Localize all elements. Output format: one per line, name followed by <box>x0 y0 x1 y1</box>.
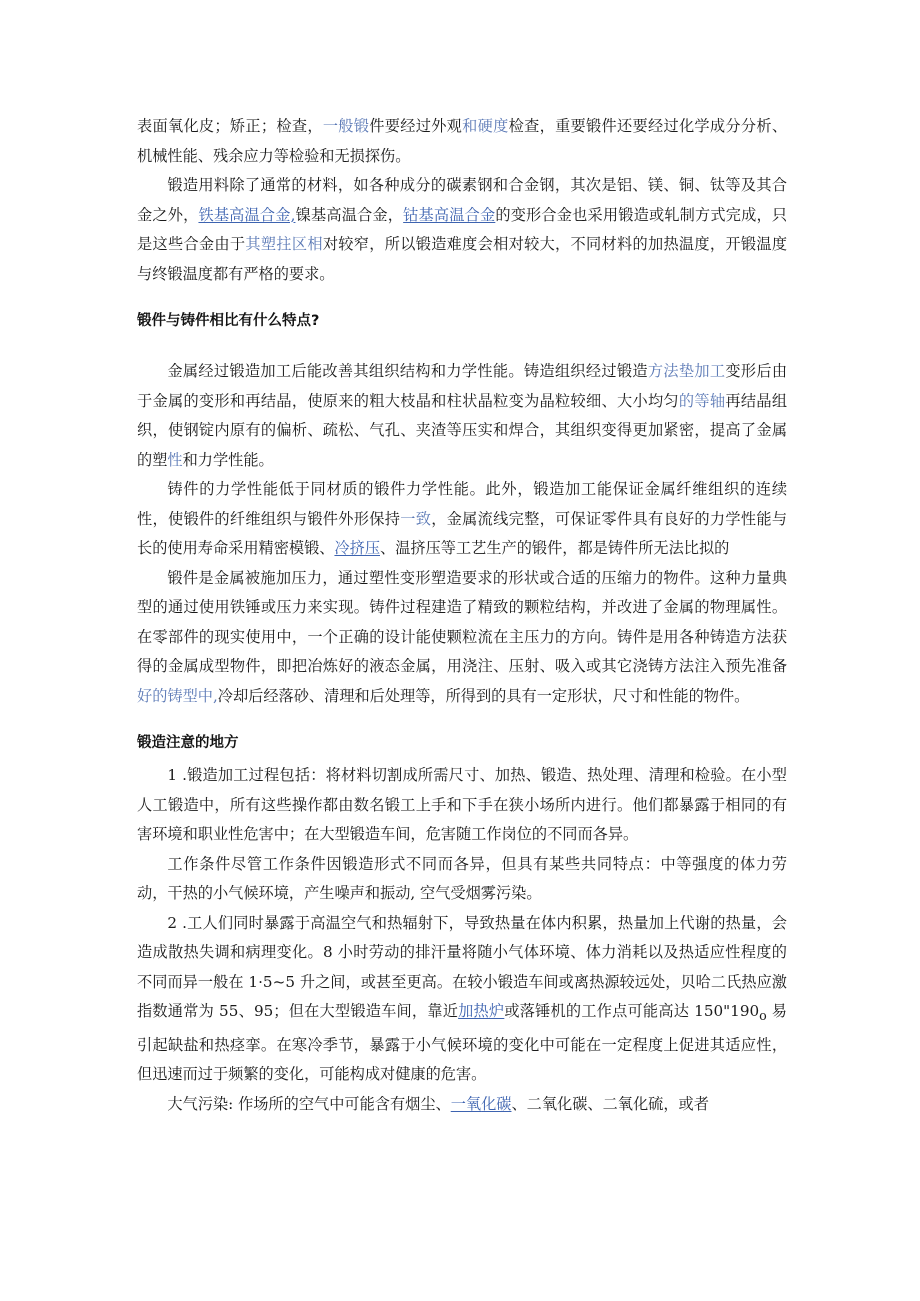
text-run: 再结晶组织，使钢锭内原有的偏析、疏松、气孔、夹渣等压实和焊合，其组织变得更加紧密，提高了金属的塑 <box>137 391 788 469</box>
paragraph-casting-properties <box>137 475 787 564</box>
link-cobalt-superalloy[interactable]: 钴基高温合金 <box>403 205 496 224</box>
highlight-text: 方法垫加工 <box>647 362 726 380</box>
paragraph-surface-inspection <box>137 112 787 171</box>
paragraph-working-conditions: 工作条件尽管工作条件因锻造形式不同而各异，但具有某些共同特点：中等强度的体力劳动，干热的小气候环境，产生噪声和振动, 空气受烟雾污染。 <box>137 854 787 902</box>
paragraph-forging-materials <box>137 171 787 289</box>
highlight-text: 其塑拄区相 <box>245 235 323 253</box>
text-run: ，金属流线完整，可保证零件具有良好的力学性能与长的使用寿命采用精密模锻、 <box>137 509 788 557</box>
subscript-text: o <box>759 1008 767 1024</box>
heading-forging-vs-casting: 锻件与铸件相比有什么特点? <box>137 313 320 329</box>
paragraph-forging-definition <box>137 564 787 712</box>
text-run: 镍基高温合金， <box>295 205 404 224</box>
text-run: 对较窄，所以锻造难度会相对较大，不同材料的加热温度，开锻温度与终锻温度都有严格的要求。 <box>137 235 788 283</box>
text-run: 锻件是金属被施加压力，通过塑性变形塑造要求的形状或合适的压缩力的物件。这种力量典型的通过使用铁锤或压力来实现。铸件过程建造了精致的颗粒结构，并改进了金属的物理属性。在零部件的现实使用中，一个正确的设计能使颗粒流在主压力的方向。铸件是用各种铸造方法获得的金属成型物件，即把冶炼好的液态金属，用浇注、压射、吸入或其它浇铸方法注入预先准备 <box>137 568 787 675</box>
text-run: 的变形合金也采用锻造或轧制方式完成，只是这些合金由于 <box>137 205 788 253</box>
highlight-text: 的等轴 <box>678 391 726 410</box>
text-run: 件要经过外观 <box>369 117 463 135</box>
paragraph-air-pollution <box>137 1090 787 1120</box>
text-run: 易引起缺盐和热痉挛。在寒冷季节，暴露于小气候环境的变化中可能在一定程度上促进其适应性，但迅速而过于频繁的变化，可能构成对健康的危害。 <box>137 1002 787 1084</box>
text-run: 或落锤机的工作点可能高达 150"190 <box>504 1002 760 1020</box>
link-iron-superalloy[interactable]: 铁基高温合金, <box>198 205 296 224</box>
document-body <box>137 112 787 1119</box>
paragraph-forging-structure <box>137 357 787 475</box>
link-carbon-monoxide-part2[interactable]: 化碳 <box>481 1094 512 1113</box>
text-run: 2 .工人们同时暴露于高温空气和热辐射下，导致热量在体内积累，热量加上代谢的热量，会造成散热失调和病理变化。8 小时劳动的排汗量将随小气体环境、体力消耗以及热适应性程度的不同而异一般在 1·5~5 升之间，或甚至更高。在较小锻造车间或离热源较远处，贝哈二氏热应激指数通常为 55、95；但在大型锻造车间，靠近 <box>137 913 787 1020</box>
highlight-text: 好的铸型中, <box>137 686 218 705</box>
text-run: 金属经过锻造加工后能改善其组织结构和力学性能。铸造组织经过锻造 <box>167 362 648 380</box>
paragraph-heat-exposure <box>137 909 787 1090</box>
highlight-text: 性 <box>167 450 183 469</box>
highlight-text: 和硬度 <box>462 117 509 135</box>
text-run: 和力学性能。 <box>182 450 274 469</box>
text-run: 冷却后经落砂、清理和后处理等，所得到的具有一定形状，尺寸和性能的物件。 <box>217 686 750 705</box>
link-heating-furnace[interactable]: 加热炉 <box>458 1002 505 1020</box>
paragraph-process-steps: 1 .锻造加工过程包括：将材料切割成所需尺寸、加热、锻造、热处理、清理和检验。在小型人工锻造中，所有这些操作都由数名锻工上手和下手在狭小场所内进行。他们都暴露于相同的有害环境和职业性危害中；在大型锻造车间，危害随工作岗位的不同而各异。 <box>137 766 787 843</box>
link-cold-extrusion[interactable]: 冷挤压 <box>334 539 380 557</box>
text-run: 检查，重要锻件还要经过化学成分分析、机械性能、残余应力等检验和无损探伤。 <box>137 117 788 165</box>
highlight-text: 一般锻 <box>322 117 370 135</box>
text-run: 大气污染: 作场所的空气中可能含有烟尘、 <box>167 1094 451 1113</box>
text-run: 铸件的力学性能低于同材质的锻件力学性能。此外，锻造加工能保证金属纤维组织的连续性，使锻件的纤维组织与锻件外形保持 <box>137 480 787 528</box>
text-run: 变形后由于金属的变形和再结晶，使原来的粗大枝晶和柱状晶粒变为晶粒较细、大小均匀 <box>137 362 788 410</box>
text-run: 表面氧化皮；矫正；检查， <box>137 117 323 135</box>
link-carbon-monoxide-part1[interactable]: 一氧 <box>450 1094 482 1113</box>
text-run: 锻造用料除了通常的材料，如各种成分的碳素钢和合金钢，其次是铝、镁、铜、钛等及其合金之外， <box>137 176 787 224</box>
highlight-text: 一致 <box>400 509 432 528</box>
heading-forging-precautions: 锻造注意的地方 <box>137 735 239 751</box>
text-run: 、二氧化碳、二氧化硫，或者 <box>511 1094 709 1113</box>
text-run: 、温挤压等工艺生产的锻件，都是铸件所无法比拟的 <box>380 539 730 557</box>
